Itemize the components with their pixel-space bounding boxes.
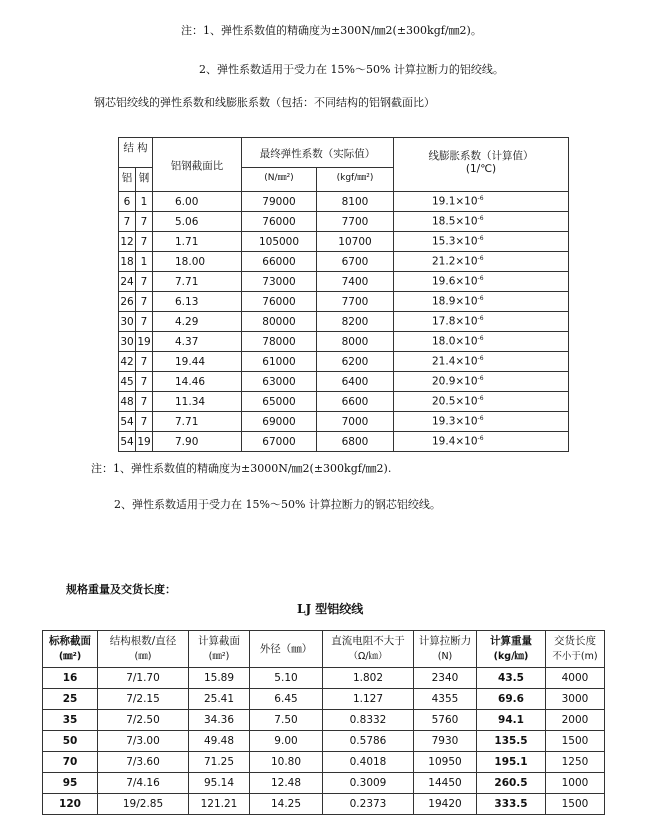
steel-cell — [136, 312, 153, 332]
column-header — [189, 631, 250, 668]
steel-cell — [136, 272, 153, 292]
table-cell: 19420 — [414, 794, 477, 815]
ratio-cell — [153, 292, 242, 312]
table-cell: 7/3.00 — [98, 731, 189, 752]
al-cell — [119, 372, 136, 392]
expansion-cell — [394, 332, 569, 352]
modulus-n-cell-text: 79000 — [262, 195, 296, 208]
column-header — [546, 631, 605, 668]
al-cell — [119, 252, 136, 272]
modulus-kgf-cell-text: 7000 — [341, 415, 369, 428]
modulus-kgf-cell — [317, 432, 394, 452]
table-cell: 4000 — [546, 668, 605, 689]
table-row — [119, 412, 569, 432]
table-cell: 34.36 — [189, 710, 250, 731]
steel-cell — [136, 192, 153, 212]
column-header — [477, 631, 546, 668]
steel-cell — [136, 292, 153, 312]
column-header — [250, 631, 323, 668]
expansion-cell — [394, 252, 569, 272]
table-cell: 2000 — [546, 710, 605, 731]
exponent: -6 — [477, 395, 484, 403]
table-cell: 3000 — [546, 689, 605, 710]
column-header-line1: 交货长度 — [554, 635, 596, 647]
table-row — [119, 352, 569, 372]
expansion-cell-text: 18.0×10 — [432, 335, 478, 348]
modulus-header: 最终弹性系数（实际值） — [242, 138, 394, 168]
al-cell-text: 18 — [120, 255, 134, 268]
table-cell: 1.127 — [323, 689, 414, 710]
steel-header: 钢 — [136, 168, 153, 192]
expansion-cell-text: 18.9×10 — [432, 295, 478, 308]
ratio-cell-text: 14.46 — [175, 375, 206, 388]
mid-note-1: 注：1、弹性系数值的精确度为±3000N/㎜2(±300kgf/㎜2). — [91, 462, 392, 475]
modulus-n-cell-text: 80000 — [262, 315, 296, 328]
table-cell: 0.2373 — [323, 794, 414, 815]
ratio-cell-text: 4.29 — [175, 315, 199, 328]
modulus-n-cell — [242, 332, 317, 352]
steel-cell — [136, 212, 153, 232]
table-cell: 43.5 — [477, 668, 546, 689]
table-row — [119, 432, 569, 452]
table-cell: 7/2.50 — [98, 710, 189, 731]
steel-cell — [136, 332, 153, 352]
al-cell — [119, 392, 136, 412]
table-cell: 15.89 — [189, 668, 250, 689]
al-cell — [119, 272, 136, 292]
column-header-line1: 直流电阻不大于 — [331, 635, 405, 647]
steel-cell-text: 7 — [140, 355, 148, 368]
expansion-cell-text: 17.8×10 — [432, 315, 478, 328]
unit-n-header: (N/㎜²) — [242, 168, 317, 192]
steel-cell-text: 7 — [140, 275, 148, 288]
table-row — [119, 272, 569, 292]
table-row — [119, 292, 569, 312]
modulus-kgf-cell-text: 6400 — [341, 375, 369, 388]
ratio-cell — [153, 372, 242, 392]
expansion-cell — [394, 432, 569, 452]
column-header-line2: (kg/㎞) — [493, 651, 529, 662]
modulus-kgf-cell — [317, 212, 394, 232]
expansion-cell-text: 19.4×10 — [432, 435, 478, 448]
modulus-n-cell — [242, 412, 317, 432]
steel-cell-text: 1 — [140, 195, 148, 208]
modulus-n-cell — [242, 232, 317, 252]
al-cell-text: 42 — [120, 355, 134, 368]
table-cell: 121.21 — [189, 794, 250, 815]
ratio-cell-text: 4.37 — [175, 335, 199, 348]
column-header-line1: 外径（㎜） — [259, 642, 313, 655]
table-cell: 25.41 — [189, 689, 250, 710]
modulus-n-cell-text: 73000 — [262, 275, 296, 288]
expansion-cell-text: 15.3×10 — [432, 235, 478, 248]
expansion-cell — [394, 272, 569, 292]
modulus-n-cell — [242, 292, 317, 312]
steel-cell-text: 7 — [140, 295, 148, 308]
column-header-line2: (㎜²) — [208, 651, 230, 662]
table-cell: 95.14 — [189, 773, 250, 794]
table-cell: 7/4.16 — [98, 773, 189, 794]
expansion-cell-text: 20.9×10 — [432, 375, 478, 388]
modulus-n-cell-text: 66000 — [262, 255, 296, 268]
ratio-cell-text: 5.06 — [175, 215, 199, 228]
expansion-cell — [394, 192, 569, 212]
modulus-n-cell — [242, 272, 317, 292]
modulus-n-cell-text: 78000 — [262, 335, 296, 348]
expansion-cell-text: 19.3×10 — [432, 415, 478, 428]
modulus-kgf-cell — [317, 312, 394, 332]
steel-cell — [136, 412, 153, 432]
table-cell: 19/2.85 — [98, 794, 189, 815]
ratio-cell — [153, 332, 242, 352]
table-cell: 1500 — [546, 731, 605, 752]
modulus-n-cell — [242, 212, 317, 232]
al-header: 铝 — [119, 168, 136, 192]
expansion-cell — [394, 352, 569, 372]
table-cell: 10.80 — [250, 752, 323, 773]
steel-cell-text: 7 — [140, 395, 148, 408]
expansion-cell-text: 20.5×10 — [432, 395, 478, 408]
expansion-cell-text: 18.5×10 — [432, 215, 478, 228]
ratio-cell-text: 6.13 — [175, 295, 199, 308]
exponent: -6 — [477, 375, 484, 383]
al-cell — [119, 432, 136, 452]
table-cell: 5760 — [414, 710, 477, 731]
table-row — [43, 794, 605, 815]
table-row — [119, 312, 569, 332]
table-cell: 71.25 — [189, 752, 250, 773]
modulus-n-cell-text: 63000 — [262, 375, 296, 388]
expansion-cell-text: 19.1×10 — [432, 195, 478, 208]
column-header-line2: (㎜) — [134, 651, 152, 662]
ratio-cell — [153, 432, 242, 452]
table-row — [43, 689, 605, 710]
table-row — [119, 252, 569, 272]
ratio-cell — [153, 312, 242, 332]
modulus-kgf-cell-text: 7400 — [341, 275, 369, 288]
steel-cell-text: 19 — [137, 335, 151, 348]
modulus-kgf-cell-text: 7700 — [341, 295, 369, 308]
exponent: -6 — [477, 295, 484, 303]
table-cell: 0.8332 — [323, 710, 414, 731]
expansion-cell-text: 21.2×10 — [432, 255, 478, 268]
table-cell: 9.00 — [250, 731, 323, 752]
table-row — [119, 372, 569, 392]
modulus-kgf-cell — [317, 352, 394, 372]
al-cell-text: 45 — [120, 375, 134, 388]
expansion-label: 线膨胀系数（计算值） — [428, 150, 534, 162]
column-header — [43, 631, 98, 668]
al-cell-text: 6 — [123, 195, 131, 208]
table-cell: 69.6 — [477, 689, 546, 710]
column-header-line2: (N) — [437, 651, 453, 662]
steel-cell-text: 7 — [140, 235, 148, 248]
steel-cell — [136, 232, 153, 252]
expansion-cell — [394, 292, 569, 312]
modulus-kgf-cell-text: 7700 — [341, 215, 369, 228]
ratio-cell — [153, 272, 242, 292]
table-row — [119, 332, 569, 352]
table-row — [43, 710, 605, 731]
column-header-line2: （Ω/㎞） — [348, 651, 388, 662]
table1-caption: 钢芯铝绞线的弹性系数和线膨胀系数（包括：不同结构的铝钢截面比） — [94, 96, 435, 109]
al-cell — [119, 412, 136, 432]
table-cell: 0.3009 — [323, 773, 414, 794]
al-cell-text: 12 — [120, 235, 134, 248]
top-note-2: 2、弹性系数适用于受力在 15%～50% 计算拉断力的铝绞线。 — [199, 63, 504, 76]
al-cell-text: 30 — [120, 315, 134, 328]
ratio-cell-text: 11.34 — [175, 395, 206, 408]
steel-cell-text: 1 — [140, 255, 148, 268]
modulus-n-cell — [242, 192, 317, 212]
ratio-cell — [153, 192, 242, 212]
al-cell-text: 30 — [120, 335, 134, 348]
expansion-unit: (1/℃) — [465, 163, 497, 175]
column-header-line2: 不小于(m) — [552, 651, 598, 662]
table-cell: 49.48 — [189, 731, 250, 752]
table-cell: 14450 — [414, 773, 477, 794]
modulus-kgf-cell — [317, 292, 394, 312]
column-header-line1: 计算拉断力 — [418, 635, 472, 647]
steel-cell-text: 7 — [140, 375, 148, 388]
modulus-kgf-cell — [317, 232, 394, 252]
exponent: -6 — [477, 315, 484, 323]
expansion-cell — [394, 372, 569, 392]
modulus-n-cell — [242, 352, 317, 372]
modulus-kgf-cell-text: 10700 — [338, 235, 372, 248]
column-header-line1: 结构根数/直径 — [109, 635, 177, 647]
steel-cell — [136, 392, 153, 412]
expansion-cell — [394, 232, 569, 252]
steel-cell — [136, 352, 153, 372]
ratio-cell-text: 6.00 — [175, 195, 199, 208]
steel-cell — [136, 372, 153, 392]
al-cell — [119, 352, 136, 372]
table-cell: 195.1 — [477, 752, 546, 773]
al-cell — [119, 312, 136, 332]
table-row — [43, 668, 605, 689]
table-row — [119, 192, 569, 212]
expansion-header — [394, 138, 569, 192]
al-cell — [119, 292, 136, 312]
modulus-kgf-cell — [317, 272, 394, 292]
expansion-cell-text: 21.4×10 — [432, 355, 478, 368]
table-row — [119, 232, 569, 252]
exponent: -6 — [477, 355, 484, 363]
table-cell: 120 — [43, 794, 98, 815]
table-row — [119, 392, 569, 412]
modulus-kgf-cell — [317, 332, 394, 352]
column-header-line1: 计算截面 — [198, 635, 240, 647]
top-note-1: 注：1、弹性系数值的精确度为±300N/㎜2(±300kgf/㎜2)。 — [181, 24, 482, 37]
modulus-kgf-cell — [317, 252, 394, 272]
exponent: -6 — [477, 275, 484, 283]
ratio-cell-text: 19.44 — [175, 355, 206, 368]
mid-note-2: 2、弹性系数适用于受力在 15%～50% 计算拉断力的钢芯铝绞线。 — [114, 498, 441, 511]
modulus-n-cell-text: 76000 — [262, 215, 296, 228]
ratio-header: 铝钢截面比 — [153, 138, 242, 192]
ratio-cell — [153, 412, 242, 432]
modulus-kgf-cell — [317, 192, 394, 212]
ratio-cell-text: 7.71 — [175, 415, 199, 428]
ratio-cell-text: 18.00 — [175, 255, 206, 268]
al-cell — [119, 232, 136, 252]
section-title: 规格重量及交货长度： — [66, 583, 176, 596]
exponent: -6 — [477, 255, 484, 263]
unit-kgf-header: (kgf/㎜²) — [317, 168, 394, 192]
modulus-kgf-cell-text: 8100 — [341, 195, 369, 208]
al-cell-text: 26 — [120, 295, 134, 308]
table-cell: 70 — [43, 752, 98, 773]
table-cell: 1000 — [546, 773, 605, 794]
column-header — [414, 631, 477, 668]
table-cell: 0.4018 — [323, 752, 414, 773]
table-cell: 1250 — [546, 752, 605, 773]
modulus-kgf-cell-text: 6800 — [341, 435, 369, 448]
column-header-line1: 计算重量 — [490, 635, 532, 647]
exponent: -6 — [477, 195, 484, 203]
table-cell: 14.25 — [250, 794, 323, 815]
modulus-n-cell — [242, 252, 317, 272]
exponent: -6 — [477, 215, 484, 223]
expansion-cell — [394, 312, 569, 332]
table-cell: 260.5 — [477, 773, 546, 794]
expansion-cell — [394, 392, 569, 412]
steel-cell — [136, 432, 153, 452]
modulus-n-cell-text: 65000 — [262, 395, 296, 408]
ratio-cell-text: 7.71 — [175, 275, 199, 288]
steel-cell — [136, 252, 153, 272]
table-cell: 25 — [43, 689, 98, 710]
table-cell: 7.50 — [250, 710, 323, 731]
table-cell: 4355 — [414, 689, 477, 710]
al-cell — [119, 192, 136, 212]
modulus-kgf-cell — [317, 412, 394, 432]
expansion-cell — [394, 212, 569, 232]
ratio-cell — [153, 212, 242, 232]
lj-wire-table — [42, 630, 605, 815]
table-cell: 7/2.15 — [98, 689, 189, 710]
table-cell: 95 — [43, 773, 98, 794]
table-cell: 94.1 — [477, 710, 546, 731]
table-cell: 333.5 — [477, 794, 546, 815]
table-cell: 6.45 — [250, 689, 323, 710]
modulus-n-cell — [242, 312, 317, 332]
table-cell: 7/3.60 — [98, 752, 189, 773]
exponent: -6 — [477, 415, 484, 423]
table-cell: 5.10 — [250, 668, 323, 689]
expansion-cell — [394, 412, 569, 432]
ratio-cell-text: 1.71 — [175, 235, 199, 248]
modulus-n-cell-text: 61000 — [262, 355, 296, 368]
table-cell: 50 — [43, 731, 98, 752]
table-cell: 16 — [43, 668, 98, 689]
modulus-kgf-cell-text: 6600 — [341, 395, 369, 408]
table-row — [43, 773, 605, 794]
modulus-kgf-cell-text: 8000 — [341, 335, 369, 348]
modulus-kgf-cell — [317, 372, 394, 392]
exponent: -6 — [477, 435, 484, 443]
modulus-n-cell-text: 105000 — [258, 235, 300, 248]
modulus-kgf-cell-text: 8200 — [341, 315, 369, 328]
table2-caption: LJ 型铝绞线 — [297, 602, 364, 616]
modulus-kgf-cell-text: 6700 — [341, 255, 369, 268]
table-row — [43, 731, 605, 752]
elasticity-table — [118, 137, 569, 452]
ratio-cell — [153, 252, 242, 272]
table-cell: 35 — [43, 710, 98, 731]
steel-cell-text: 7 — [140, 315, 148, 328]
steel-cell-text: 7 — [140, 215, 148, 228]
table-row — [43, 752, 605, 773]
modulus-n-cell-text: 69000 — [262, 415, 296, 428]
steel-cell-text: 7 — [140, 415, 148, 428]
modulus-n-cell — [242, 432, 317, 452]
modulus-n-cell-text: 76000 — [262, 295, 296, 308]
ratio-cell — [153, 352, 242, 372]
table-cell: 10950 — [414, 752, 477, 773]
al-cell-text: 54 — [120, 415, 134, 428]
al-cell-text: 24 — [120, 275, 134, 288]
al-cell-text: 7 — [123, 215, 131, 228]
al-cell — [119, 212, 136, 232]
column-header — [98, 631, 189, 668]
steel-cell-text: 19 — [137, 435, 151, 448]
table-cell: 135.5 — [477, 731, 546, 752]
table-cell: 1.802 — [323, 668, 414, 689]
modulus-kgf-cell — [317, 392, 394, 412]
table-cell: 2340 — [414, 668, 477, 689]
column-header-line1: 标称截面 — [49, 635, 91, 647]
modulus-n-cell — [242, 392, 317, 412]
table-cell: 1500 — [546, 794, 605, 815]
ratio-cell-text: 7.90 — [175, 435, 199, 448]
table-cell: 7930 — [414, 731, 477, 752]
al-cell-text: 48 — [120, 395, 134, 408]
structure-header: 结 构 — [119, 138, 153, 168]
table-row — [119, 212, 569, 232]
column-header — [323, 631, 414, 668]
exponent: -6 — [477, 335, 484, 343]
modulus-kgf-cell-text: 6200 — [341, 355, 369, 368]
al-cell-text: 54 — [120, 435, 134, 448]
column-header-line2: (㎜²) — [58, 651, 82, 662]
exponent: -6 — [477, 235, 484, 243]
expansion-cell-text: 19.6×10 — [432, 275, 478, 288]
al-cell — [119, 332, 136, 352]
ratio-cell — [153, 392, 242, 412]
table-cell: 12.48 — [250, 773, 323, 794]
modulus-n-cell-text: 67000 — [262, 435, 296, 448]
table-cell: 0.5786 — [323, 731, 414, 752]
modulus-n-cell — [242, 372, 317, 392]
ratio-cell — [153, 232, 242, 252]
table-cell: 7/1.70 — [98, 668, 189, 689]
